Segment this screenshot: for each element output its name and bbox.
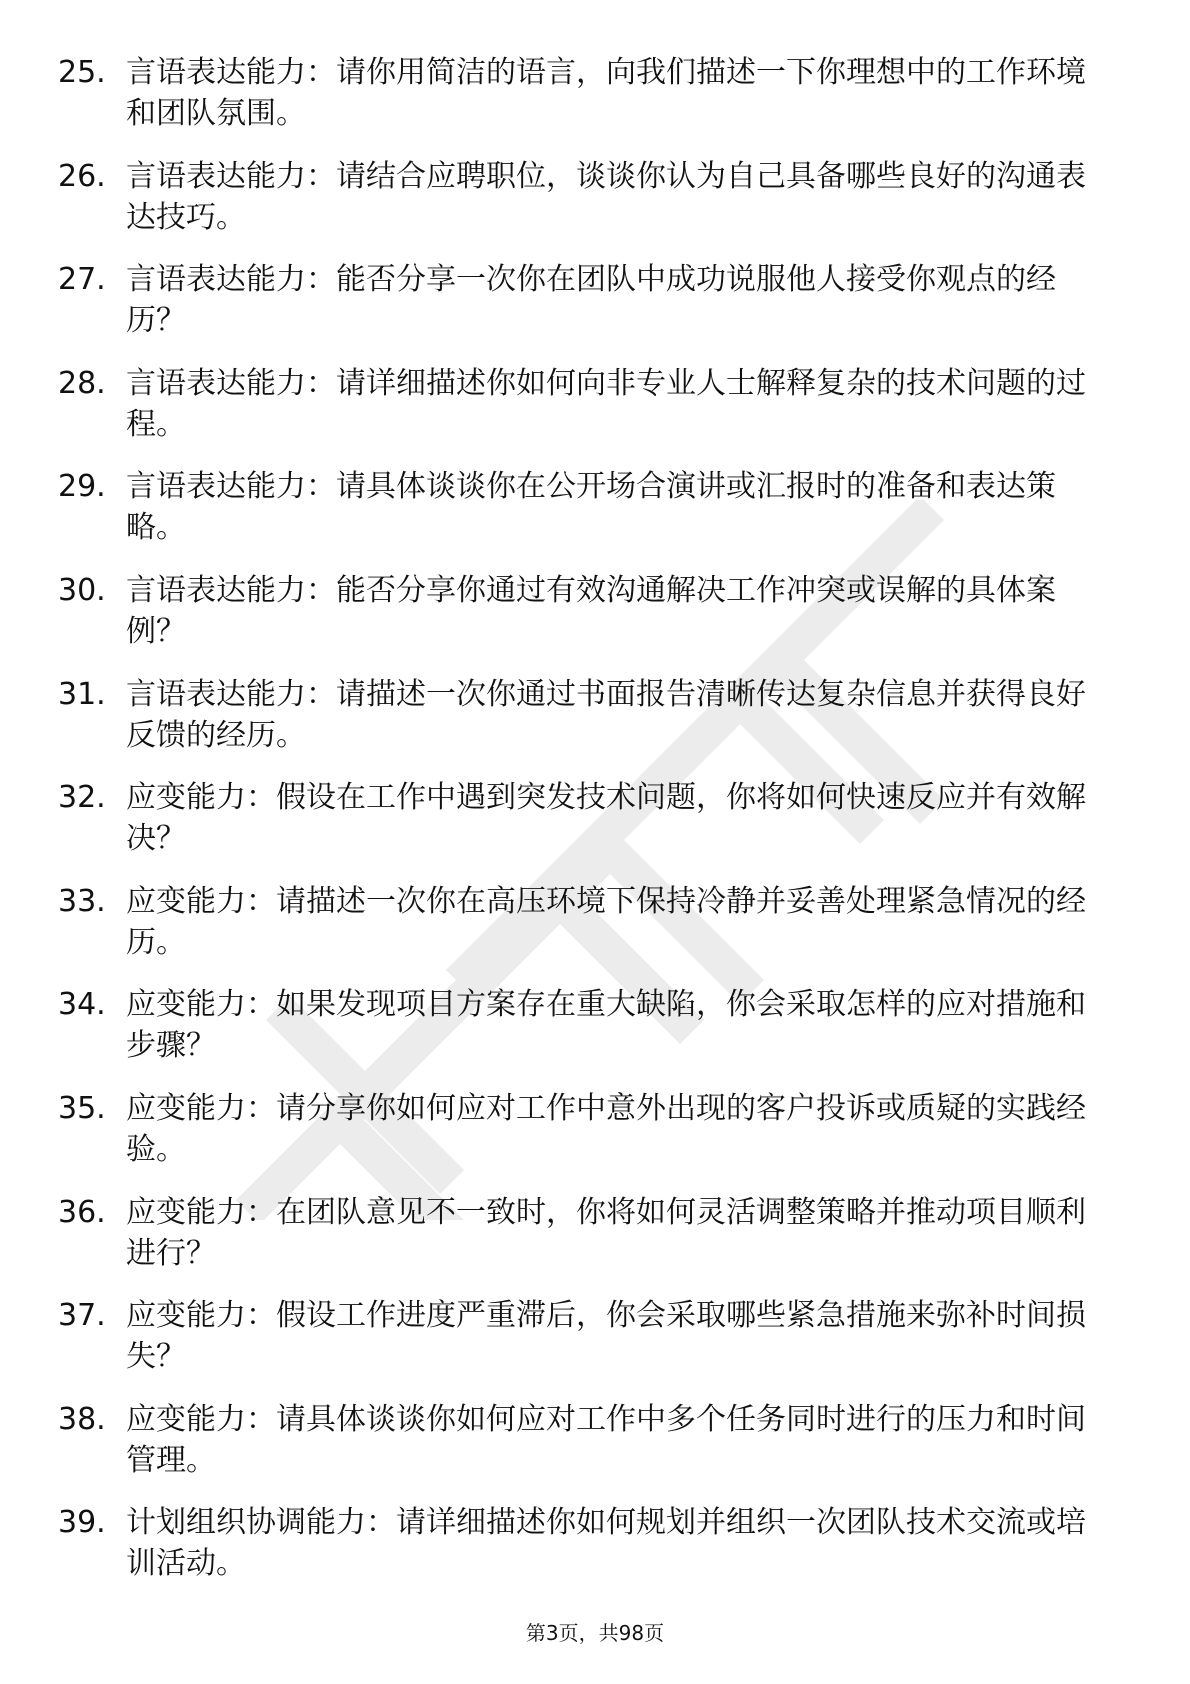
page-number-footer: 第3页，共98页 bbox=[525, 1621, 665, 1645]
question-number: 37. bbox=[58, 1298, 106, 1334]
question-item bbox=[58, 52, 1118, 156]
question-item bbox=[58, 156, 1118, 260]
question-number: 25. bbox=[58, 55, 106, 90]
question-list bbox=[58, 52, 1118, 1606]
question-number: 31. bbox=[58, 676, 106, 712]
question-text: 言语表达能力：请结合应聘职位，谈谈你认为自己具备哪些良好的沟通表达技巧。 bbox=[126, 158, 1086, 235]
question-number: 33. bbox=[58, 883, 106, 919]
question-item bbox=[58, 466, 1118, 570]
question-item bbox=[58, 1502, 1118, 1606]
question-number: 28. bbox=[58, 365, 106, 401]
question-number: 35. bbox=[58, 1090, 106, 1126]
question-item bbox=[58, 984, 1118, 1088]
question-item bbox=[58, 1192, 1118, 1296]
question-text: 应变能力：在团队意见不一致时，你将如何灵活调整策略并推动项目顺利进行？ bbox=[126, 1194, 1086, 1271]
question-number: 32. bbox=[58, 780, 106, 816]
question-text: 言语表达能力：能否分享一次你在团队中成功说服他人接受你观点的经历？ bbox=[126, 262, 1056, 339]
question-text: 计划组织协调能力：请详细描述你如何规划并组织一次团队技术交流或培训活动。 bbox=[126, 1505, 1086, 1582]
question-item bbox=[58, 1088, 1118, 1192]
question-text: 言语表达能力：请详细描述你如何向非专业人士解释复杂的技术问题的过程。 bbox=[126, 365, 1086, 442]
question-text: 言语表达能力：请描述一次你通过书面报告清晰传达复杂信息并获得良好反馈的经历。 bbox=[126, 676, 1086, 753]
question-number: 29. bbox=[58, 469, 106, 505]
question-item bbox=[58, 674, 1118, 778]
question-text: 应变能力：请描述一次你在高压环境下保持冷静并妥善处理紧急情况的经历。 bbox=[126, 883, 1086, 960]
question-number: 38. bbox=[58, 1401, 106, 1437]
question-number: 26. bbox=[58, 158, 106, 194]
question-item bbox=[58, 570, 1118, 674]
question-item bbox=[58, 259, 1118, 363]
question-text: 应变能力：请具体谈谈你如何应对工作中多个任务同时进行的压力和时间管理。 bbox=[126, 1401, 1086, 1478]
question-text: 言语表达能力：请具体谈谈你在公开场合演讲或汇报时的准备和表达策略。 bbox=[126, 469, 1056, 546]
question-number: 39. bbox=[58, 1505, 106, 1541]
question-item bbox=[58, 363, 1118, 467]
question-item bbox=[58, 777, 1118, 881]
question-item bbox=[58, 1295, 1118, 1399]
question-item bbox=[58, 1399, 1118, 1503]
question-number: 27. bbox=[58, 262, 106, 298]
question-text: 应变能力：假设在工作中遇到突发技术问题，你将如何快速反应并有效解决？ bbox=[126, 780, 1086, 857]
question-item bbox=[58, 881, 1118, 985]
question-text: 应变能力：请分享你如何应对工作中意外出现的客户投诉或质疑的实践经验。 bbox=[126, 1090, 1086, 1167]
question-text: 言语表达能力：能否分享你通过有效沟通解决工作冲突或误解的具体案例？ bbox=[126, 572, 1056, 649]
question-text: 言语表达能力：请你用简洁的语言，向我们描述一下你理想中的工作环境和团队氛围。 bbox=[126, 55, 1086, 131]
question-text: 应变能力：假设工作进度严重滞后，你会采取哪些紧急措施来弥补时间损失？ bbox=[126, 1298, 1086, 1375]
question-number: 36. bbox=[58, 1194, 106, 1230]
question-number: 34. bbox=[58, 987, 106, 1023]
question-text: 应变能力：如果发现项目方案存在重大缺陷，你会采取怎样的应对措施和步骤？ bbox=[126, 987, 1086, 1064]
question-number: 30. bbox=[58, 572, 106, 608]
